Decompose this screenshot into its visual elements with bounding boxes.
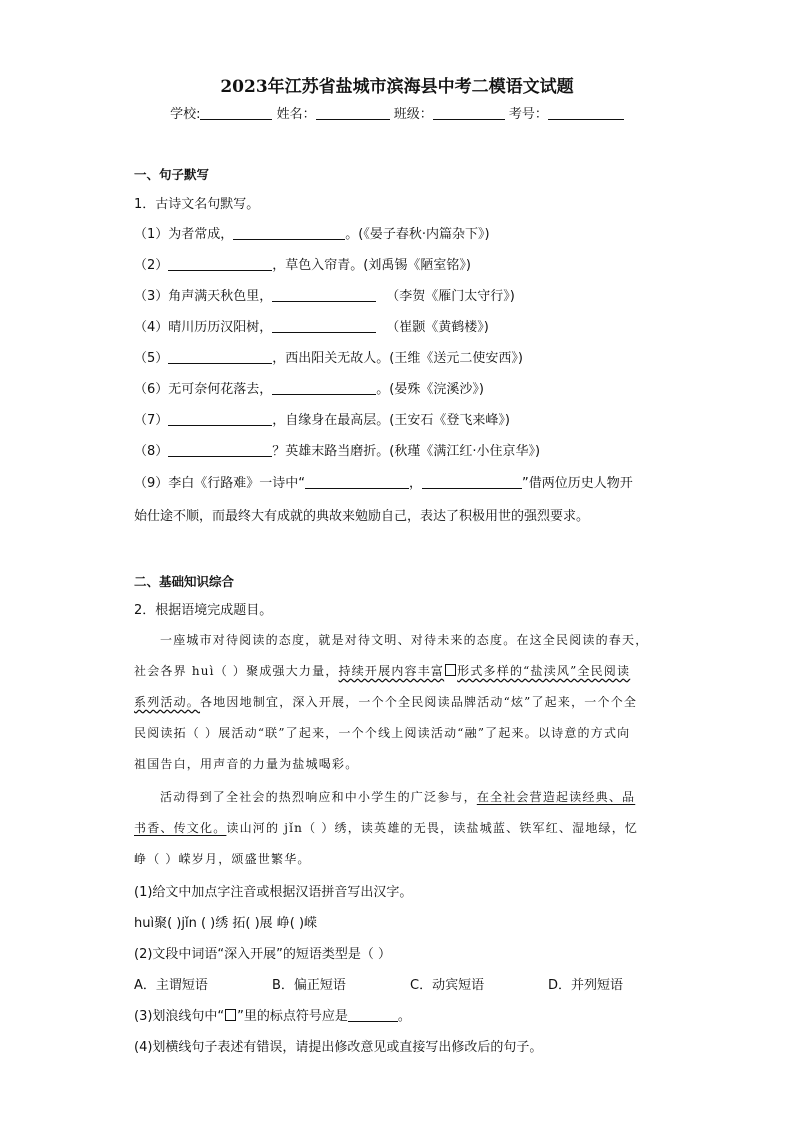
item-source: ，西出阳关无故人。(王维《送元二使安西》)	[272, 351, 523, 366]
poem-item-8	[134, 440, 540, 459]
passage-line	[134, 819, 638, 836]
poem-item-9	[134, 472, 633, 491]
answer-blank[interactable]	[348, 1007, 398, 1022]
passage-line	[134, 662, 630, 679]
number-label: 考号：	[508, 107, 548, 122]
class-label: 班级：	[393, 107, 433, 122]
answer-blank[interactable]	[272, 318, 376, 333]
sub-question-2: (2)文段中词语“深入开展”的短语类型是（ ）	[134, 947, 392, 962]
question-2: 2．根据语境完成题目。	[134, 603, 273, 618]
passage-text: 形式多样的“盐渎风”全民阅读	[457, 664, 631, 678]
passage-text: 读山河的 jǐn（ ）绣，读英雄的无畏，读盐城蓝、铁军红、湿地绿，忆	[226, 821, 639, 835]
passage-line: 峥（ ）嵘岁月，颂盛世繁华。	[134, 852, 311, 866]
item-text: （8）	[134, 444, 169, 459]
sub-question-1-answers[interactable]: huì聚( )jǐn ( )绣 拓( )展 峥( )嵘	[134, 916, 318, 931]
passage-line: 民阅读拓（ ）展活动“联”了起来，一个个线上阅读活动“融”了起来。以诗意的方式向	[134, 726, 631, 740]
poem-item-1	[134, 223, 490, 242]
passage-line: 一座城市对待阅读的态度，就是对待文明、对待未来的态度。在这全民阅读的春天，	[160, 633, 649, 647]
answer-blank[interactable]	[168, 349, 272, 364]
question-text: (3)划浪线句中“	[134, 1009, 225, 1024]
item-source: 。(晏殊《浣溪沙》)	[376, 382, 484, 397]
answer-blank[interactable]	[272, 287, 376, 302]
punctuation-box	[445, 664, 456, 676]
section-heading-1: 一、句子默写	[134, 167, 210, 182]
name-label: 姓名：	[276, 107, 316, 122]
answer-blank[interactable]	[422, 474, 522, 489]
number-blank[interactable]	[548, 105, 624, 120]
passage-text: 各地因地制宜，深入开展，一个个全民阅读品牌活动“炫”了起来，一个个全	[200, 695, 638, 709]
answer-blank[interactable]	[305, 474, 409, 489]
item-text: （5）	[134, 351, 169, 366]
item-text: ，	[409, 476, 423, 491]
passage-line	[134, 693, 637, 710]
wavy-underlined-sentence: 系列活动。	[134, 695, 201, 709]
class-blank[interactable]	[433, 105, 505, 120]
section-heading-2: 二、基础知识综合	[134, 574, 235, 589]
poem-item-7	[134, 409, 510, 428]
punctuation-box	[225, 1009, 236, 1021]
item-source: （崔颢《黄鹤楼》)	[386, 320, 489, 335]
poem-item-5	[134, 347, 523, 366]
option-b[interactable]: B．偏正短语	[272, 978, 346, 993]
item-text: （7）	[134, 413, 169, 428]
question-1: 1．古诗文名句默写。	[134, 197, 260, 212]
poem-item-2	[134, 254, 471, 273]
passage-line	[160, 788, 635, 805]
passage-text: 活动得到了全社会的热烈响应和中小学生的广泛参与，	[160, 790, 477, 804]
sub-question-1: (1)给文中加点字注音或根据汉语拼音写出汉字。	[134, 885, 413, 900]
question-text: ”里的标点符号应是	[237, 1009, 348, 1024]
answer-blank[interactable]	[233, 225, 345, 240]
answer-blank[interactable]	[168, 411, 272, 426]
passage-line: 祖国告白，用声音的力量为盐城喝彩。	[134, 757, 359, 771]
passage-text: 持续开展内容丰富	[338, 664, 445, 678]
item-source: 。(《晏子春秋·内篇杂下》)	[345, 227, 490, 242]
item-text: （9）李白《行路难》一诗中“	[134, 476, 306, 491]
underlined-sentence: 书香、传文化。	[134, 821, 227, 835]
item-text: （1）为者常成，	[134, 227, 234, 242]
poem-item-3	[134, 285, 515, 304]
item-source: ，自缘身在最高层。(王安石《登飞来峰》)	[272, 413, 510, 428]
sub-question-3	[134, 1005, 411, 1024]
sub-question-4: (4)划横线句子表述有错误，请提出修改意见或直接写出修改后的句子。	[134, 1040, 543, 1055]
item-source: ？英雄末路当磨折。(秋瑾《满江红·小住京华》)	[272, 444, 541, 459]
student-info-row	[0, 103, 794, 122]
option-a[interactable]: A．主谓短语	[134, 978, 208, 993]
passage-text: 社会各界 huì（ ）聚成强大力量，	[134, 664, 339, 678]
answer-blank[interactable]	[168, 256, 272, 271]
underlined-sentence: 在全社会营造起读经典、品	[476, 790, 636, 804]
item-text: （6）无可奈何花落去，	[134, 382, 273, 397]
answer-blank[interactable]	[168, 442, 272, 457]
poem-item-9-cont: 始仕途不顺，而最终大有成就的典故来勉励自己，表达了积极用世的强烈要求。	[134, 509, 590, 524]
wavy-underlined-sentence	[339, 664, 631, 678]
item-text: ”借两位历史人物开	[522, 476, 633, 491]
option-d[interactable]: D．并列短语	[548, 978, 624, 993]
page-title: 2023年江苏省盐城市滨海县中考二模语文试题	[220, 77, 574, 97]
school-label: 学校:	[170, 107, 201, 122]
answer-blank[interactable]	[272, 380, 376, 395]
school-blank[interactable]	[200, 105, 272, 120]
item-text: （2）	[134, 258, 169, 273]
item-source: ，草色入帘青。(刘禹锡《陋室铭》)	[272, 258, 471, 273]
poem-item-6	[134, 378, 484, 397]
option-c[interactable]: C．动宾短语	[410, 978, 485, 993]
item-text: （3）角声满天秋色里，	[134, 289, 273, 304]
item-source: （李贺《雁门太守行》)	[386, 289, 515, 304]
question-text: 。	[397, 1009, 411, 1024]
item-text: （4）晴川历历汉阳树，	[134, 320, 273, 335]
poem-item-4	[134, 316, 489, 335]
name-blank[interactable]	[316, 105, 390, 120]
